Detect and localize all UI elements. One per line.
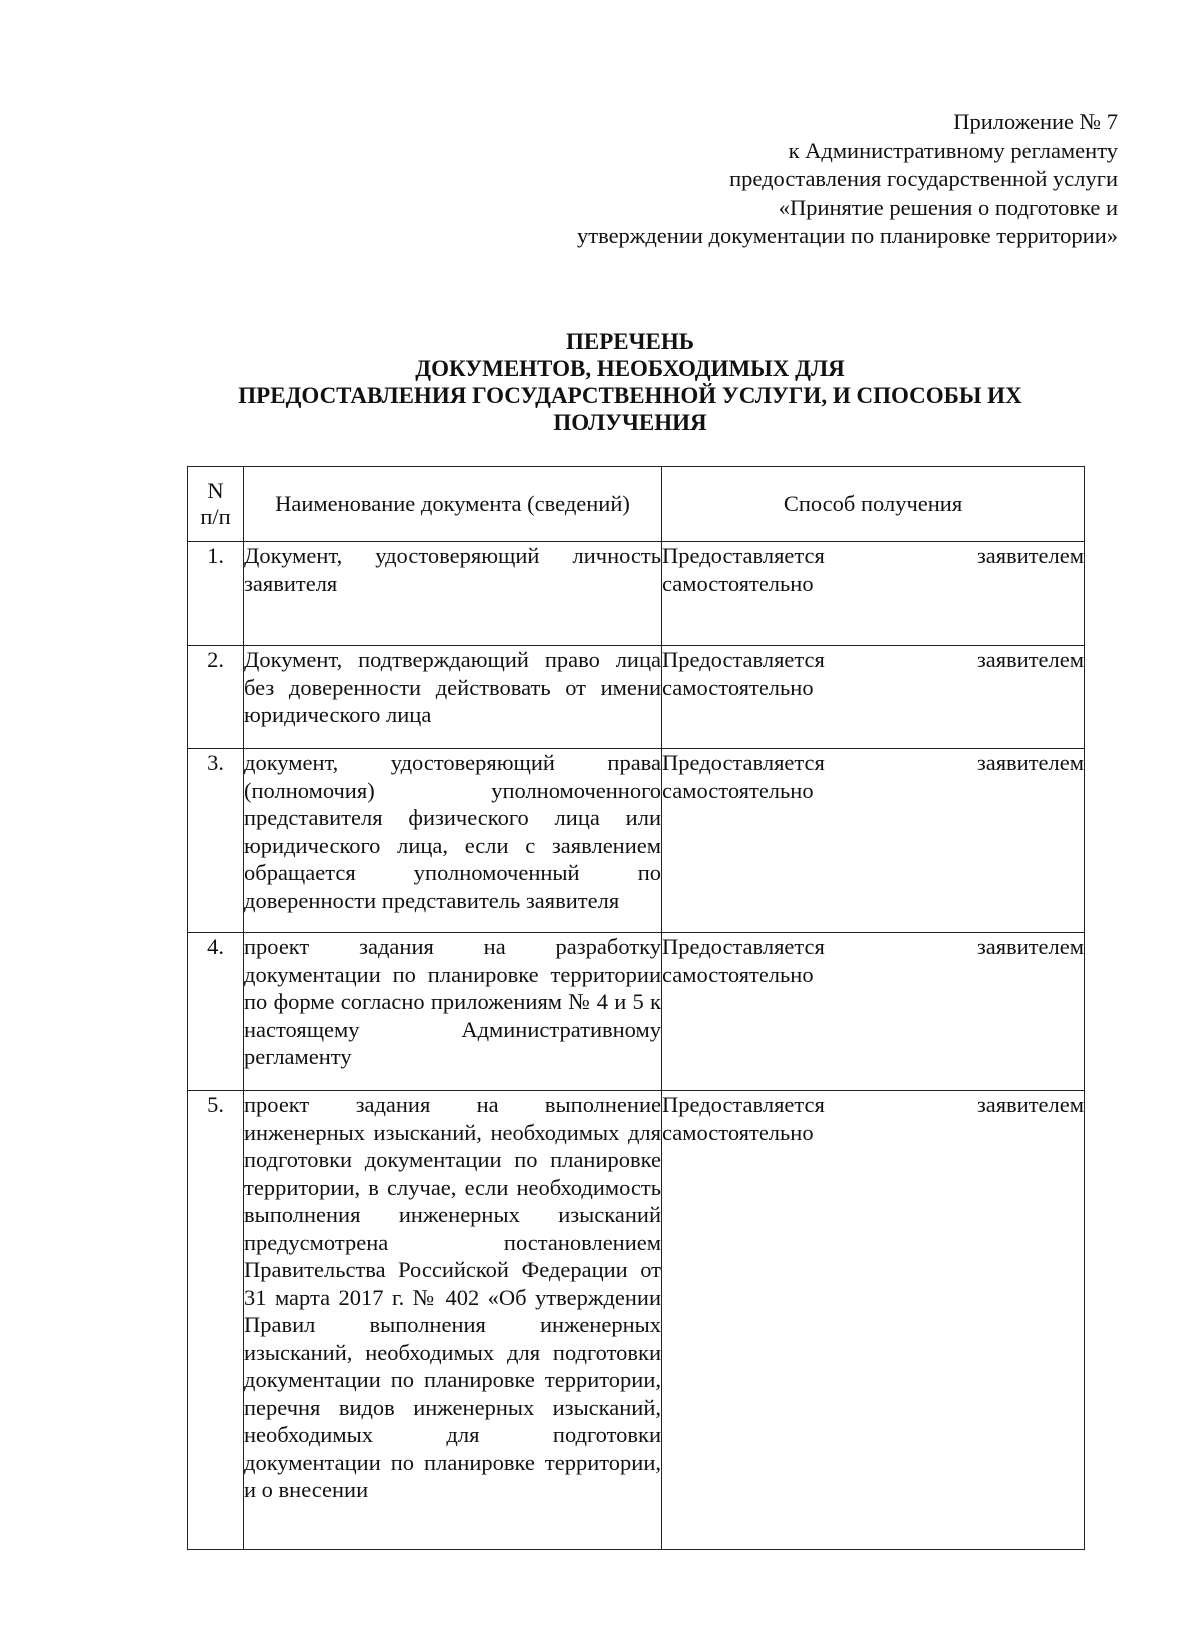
method-word-2: заявителем (976, 1092, 1084, 1117)
appendix-header (398, 108, 1118, 251)
method-word-1: Предоставляется (662, 647, 825, 672)
method-word-2: заявителем (976, 647, 1084, 672)
row-document-name: документ, удостоверяющий права (полномочия) уполномоченного представителя физического лица или юридического лица, если с заявлением обращается уполномоченный по доверенности представитель заявителя (244, 749, 662, 933)
header-method: Способ получения (662, 467, 1085, 542)
method-word-1: Предоставляется (662, 1092, 825, 1117)
title-line: ПЕРЕЧЕНЬ (566, 329, 694, 354)
row-method (662, 542, 1085, 646)
appendix-line: к Административному регламенту (788, 137, 1118, 163)
method-word-1: Предоставляется (662, 543, 825, 568)
method-word-2: заявителем (976, 750, 1084, 775)
method-line-2: самостоятельно (662, 1119, 814, 1145)
method-line-1 (662, 933, 1084, 961)
row-number: 2. (188, 646, 244, 749)
header-number-line2: п/п (200, 504, 231, 529)
method-line-2: самостоятельно (662, 570, 814, 596)
row-method (662, 749, 1085, 933)
table-row (188, 1091, 1085, 1550)
table-row (188, 542, 1085, 646)
method-line-2: самостоятельно (662, 777, 814, 803)
method-line-2: самостоятельно (662, 961, 814, 987)
row-number: 4. (188, 933, 244, 1091)
table-header-row (188, 467, 1085, 542)
appendix-line: «Принятие решения о подготовке и (778, 194, 1118, 220)
method-line-1 (662, 646, 1084, 674)
appendix-line: предоставления государственной услуги (729, 166, 1118, 191)
method-word-2: заявителем (976, 934, 1084, 959)
row-method (662, 1091, 1085, 1550)
table-row (188, 933, 1085, 1091)
method-word-2: заявителем (976, 543, 1084, 568)
method-line-1 (662, 542, 1084, 570)
method-line-2: самостоятельно (662, 674, 814, 700)
method-line-1 (662, 1091, 1084, 1119)
method-word-1: Предоставляется (662, 750, 825, 775)
row-document-name: Документ, удостоверяющий личность заявителя (244, 542, 662, 646)
appendix-line: утверждении документации по планировке территории» (577, 223, 1118, 248)
row-method (662, 646, 1085, 749)
method-word-1: Предоставляется (662, 934, 825, 959)
table-row (188, 749, 1085, 933)
header-document-name: Наименование документа (сведений) (244, 467, 662, 542)
method-line-1 (662, 749, 1084, 777)
row-document-name: проект задания на разработку документации по планировке территории по форме согласно приложениям № 4 и 5 к настоящему Административному регламенту (244, 933, 662, 1091)
row-number: 3. (188, 749, 244, 933)
appendix-line: Приложение № 7 (953, 109, 1118, 134)
document-title (150, 328, 1110, 436)
header-number-line1: N (207, 478, 224, 503)
header-number (188, 467, 244, 542)
row-document-name: проект задания на выполнение инженерных изысканий, необходимых для подготовки документации по планировке территории, в случае, если необходимость выполнения инженерных изысканий предусмотрена постановлением Правительства Российской Федерации от 31 марта 2017 г. № 402 «Об утверждении Правил выполнения инженерных изысканий, необходимых для подготовки документации по планировке территории, перечня видов инженерных изысканий, необходимых для подготовки документации по планировке территории, и о внесении (244, 1091, 662, 1550)
row-number: 1. (188, 542, 244, 646)
title-line: ПРЕДОСТАВЛЕНИЯ ГОСУДАРСТВЕННОЙ УСЛУГИ, И СПОСОБЫ ИХ (238, 383, 1022, 408)
table-row (188, 646, 1085, 749)
row-number: 5. (188, 1091, 244, 1550)
row-document-name: Документ, подтверждающий право лица без доверенности действовать от имени юридического лица (244, 646, 662, 749)
title-line: ПОЛУЧЕНИЯ (553, 410, 707, 435)
row-method (662, 933, 1085, 1091)
documents-table (187, 466, 1085, 1550)
title-line: ДОКУМЕНТОВ, НЕОБХОДИМЫХ ДЛЯ (415, 356, 845, 381)
